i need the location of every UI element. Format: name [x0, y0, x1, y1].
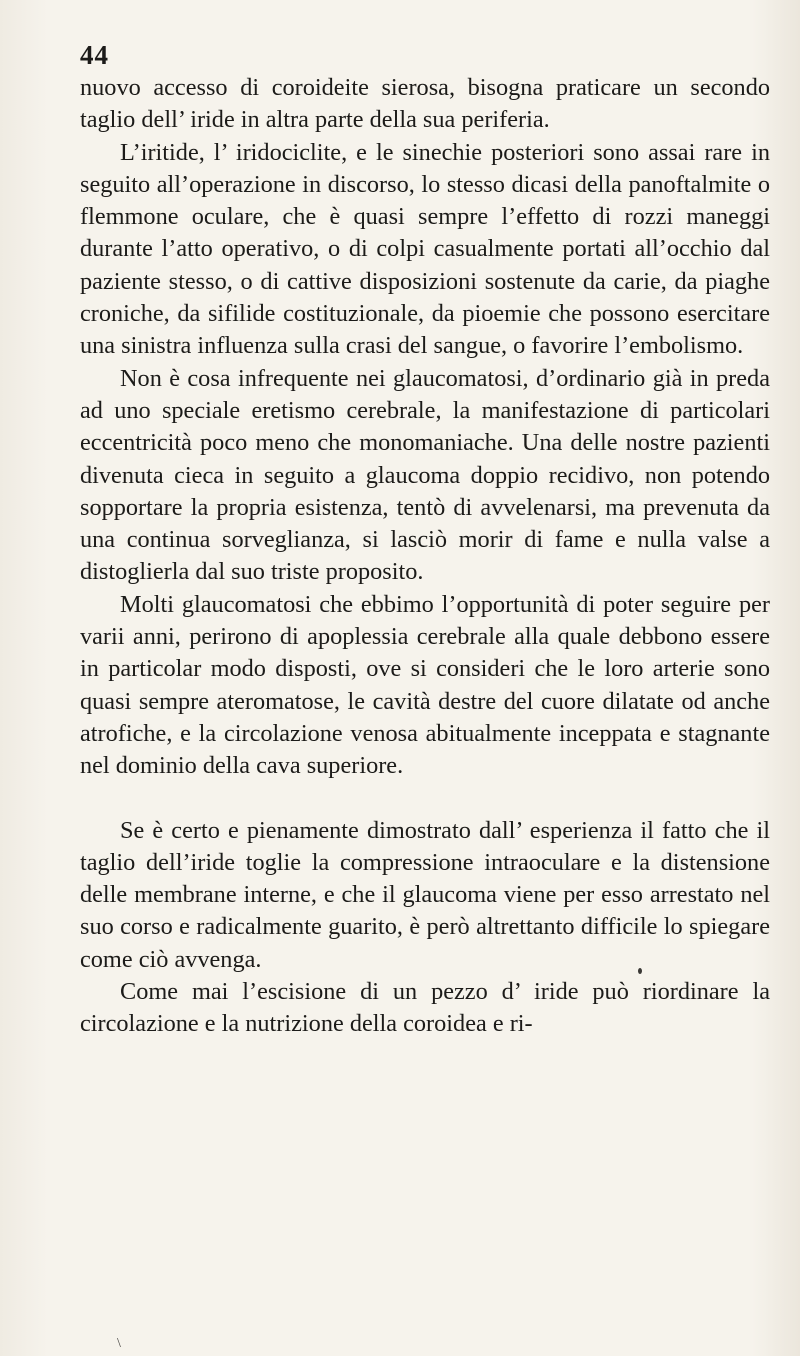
paragraph-escisione: Come mai l’escisione di un pezzo d’ iride può riordinare la circolazione e la nutrizione della coroidea e ri-: [80, 978, 770, 1038]
paragraph-glaucomatosi: Non è cosa infrequente nei glaucomatosi, d’ordinario già in preda ad uno speciale eretismo cerebrale, la manifestazione di particolari eccentricità poco meno che monomaniache. Una delle nostre pazienti divenuta cieca in seguito a glaucoma doppio recidivo, non potendo sopportare la propria esistenza, tentò di avvelenarsi, ma prevenuta da una continua sorveglianza, si lasciò morir di fame e nulla valse a distoglierla dal suo triste proposito.: [80, 364, 770, 586]
footer-mark: \: [117, 1336, 121, 1351]
paragraph-continuation: nuovo accesso di coroideite sierosa, bisogna praticare un secondo taglio dell’ iride in altra parte della sua periferia.: [80, 74, 770, 134]
page-number: 44: [80, 40, 109, 70]
body-text: [80, 72, 770, 1041]
ink-speck: [638, 968, 642, 974]
paragraph-iritide: L’iritide, l’ iridociclite, e le sinechie posteriori sono assai rare in seguito all’operazione in discorso, lo stesso dicasi della panoftalmite o flemmone oculare, che è quasi sempre l’effetto di rozzi maneggi durante l’atto operativo, o di colpi casualmente portati all’occhio dal paziente stesso, o di cattive disposizioni sostenute da carie, da piaghe croniche, da sifilide costituzionale, da pioemie che possono esercitare una sinistra influenza sulla crasi del sangue, o favorire l’embolismo.: [80, 138, 770, 360]
paragraph-apoplessia: Molti glaucomatosi che ebbimo l’opportunità di poter seguire per varii anni, perirono di apoplessia cerebrale alla quale debbono essere in particolar modo disposti, ove si consideri che le loro arterie sono quasi sempre ateromatose, le cavità destre del cuore dilatate od anche atrofiche, e la circolazione venosa abitualmente inceppata e stagnante nel dominio della cava superiore.: [80, 590, 770, 780]
paragraph-taglio-iride: Se è certo e pienamente dimostrato dall’ esperienza il fatto che il taglio dell’iride toglie la compressione intraoculare e la distensione delle membrane interne, e che il glaucoma viene per esso arrestato nel suo corso e radicalmente guarito, è però altrettanto difficile lo spiegare come ciò avvenga.: [80, 816, 770, 973]
